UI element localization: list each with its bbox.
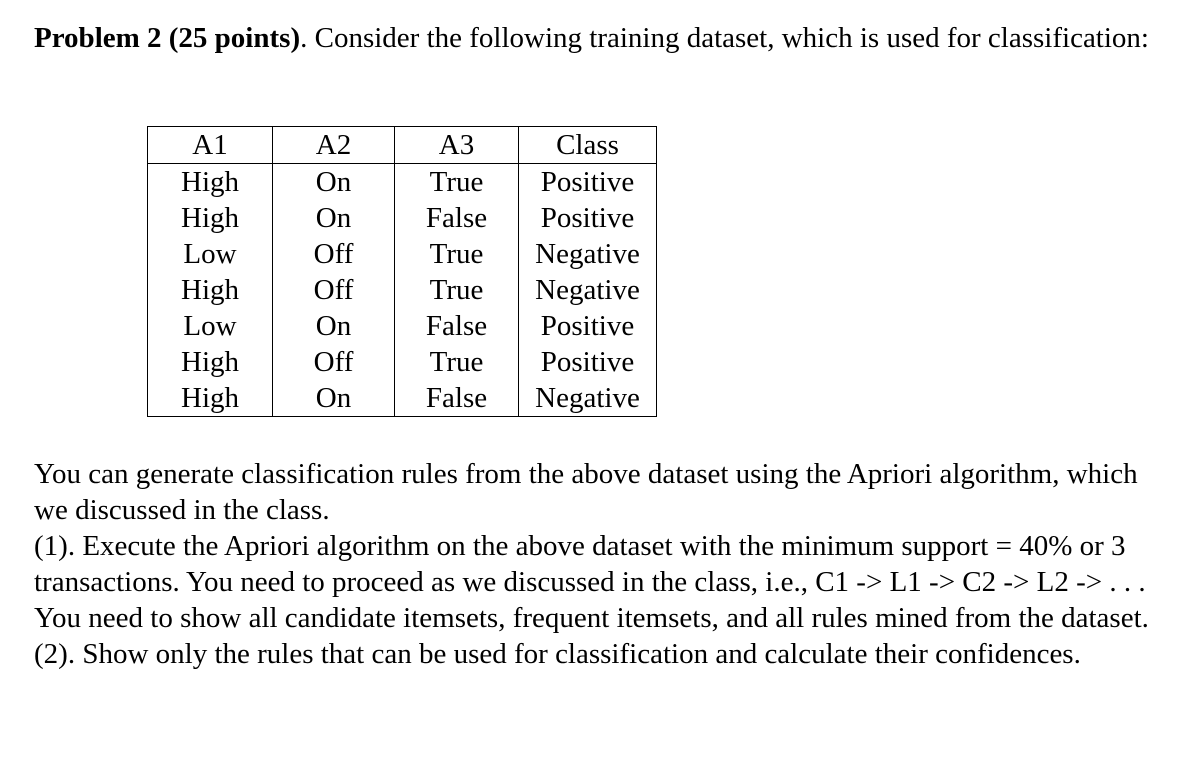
cell-a1: High (148, 164, 273, 201)
cell-a2: On (273, 380, 395, 417)
column-header-a2: A2 (273, 127, 395, 164)
cell-class: Negative (519, 380, 657, 417)
cell-class: Positive (519, 164, 657, 201)
cell-class: Negative (519, 236, 657, 272)
cell-class: Positive (519, 308, 657, 344)
cell-class: Positive (519, 344, 657, 380)
cell-a2: On (273, 164, 395, 201)
intro-paragraph: You can generate classification rules from the above dataset using the Apriori algorithm, which we discussed in the class. (34, 458, 1138, 526)
cell-a1: High (148, 380, 273, 417)
column-header-a1: A1 (148, 127, 273, 164)
question-part-2: (2). Show only the rules that can be used for classification and calculate their confidences. (34, 638, 1081, 670)
training-dataset-table (147, 126, 657, 417)
cell-a3: True (395, 272, 519, 308)
table-row (148, 164, 657, 201)
cell-class: Negative (519, 272, 657, 308)
table-row (148, 272, 657, 308)
cell-a3: True (395, 236, 519, 272)
column-header-class: Class (519, 127, 657, 164)
problem-body (34, 456, 1154, 672)
cell-a1: High (148, 344, 273, 380)
table-row (148, 344, 657, 380)
cell-a1: Low (148, 308, 273, 344)
problem-label: Problem 2 (25 points) (34, 22, 301, 54)
cell-a2: Off (273, 236, 395, 272)
cell-a3: True (395, 164, 519, 201)
table-header-row (148, 127, 657, 164)
table-row (148, 200, 657, 236)
cell-a3: False (395, 308, 519, 344)
cell-a1: High (148, 200, 273, 236)
cell-a2: On (273, 200, 395, 236)
cell-a1: High (148, 272, 273, 308)
cell-a2: Off (273, 344, 395, 380)
question-part-1: (1). Execute the Apriori algorithm on the above dataset with the minimum support = 40% or 3 transactions. You need to proceed as we discussed in the class, i.e., C1 -> L1 -> C2 -> L2 -> . . . You need to show all candidate itemsets, frequent itemsets, and all rules mined from the dataset. (34, 530, 1149, 634)
table-row (148, 380, 657, 417)
cell-class: Positive (519, 200, 657, 236)
cell-a2: On (273, 308, 395, 344)
cell-a3: True (395, 344, 519, 380)
cell-a2: Off (273, 272, 395, 308)
cell-a3: False (395, 380, 519, 417)
problem-heading (34, 20, 1154, 56)
table-row (148, 236, 657, 272)
cell-a1: Low (148, 236, 273, 272)
column-header-a3: A3 (395, 127, 519, 164)
cell-a3: False (395, 200, 519, 236)
table-row (148, 308, 657, 344)
problem-intro: . Consider the following training dataset, which is used for classification: (300, 22, 1149, 54)
